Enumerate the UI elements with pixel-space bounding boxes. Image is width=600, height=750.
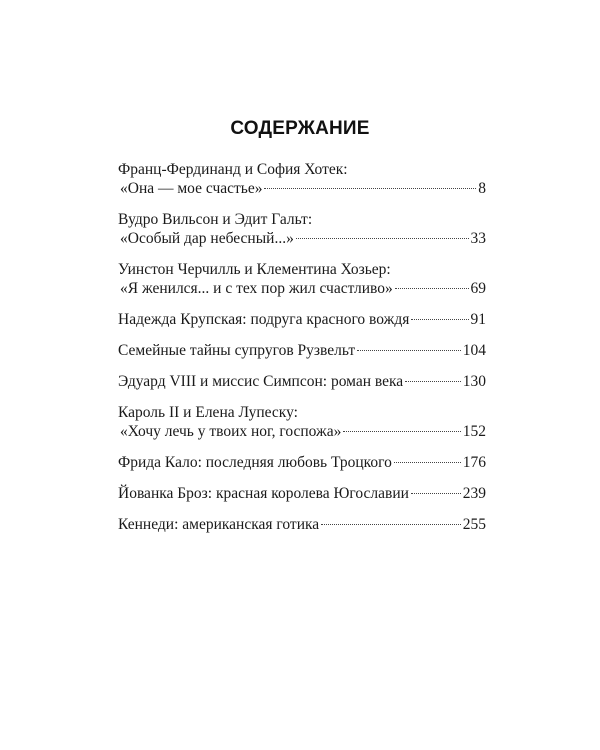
dot-leader bbox=[411, 493, 461, 494]
toc-page-number: 8 bbox=[478, 180, 486, 197]
toc-entry-title: «Я женился... и с тех пор жил счастливо» bbox=[120, 280, 393, 297]
toc-entry bbox=[118, 260, 486, 298]
toc-page-number: 33 bbox=[470, 230, 486, 247]
toc-entry-line bbox=[118, 422, 486, 441]
toc-entry bbox=[118, 210, 486, 248]
toc-page-number: 91 bbox=[470, 311, 486, 328]
toc-page-number: 152 bbox=[462, 423, 486, 440]
dot-leader bbox=[395, 288, 469, 289]
toc-entry-heading: Уинстон Черчилль и Клементина Хозьер: bbox=[118, 261, 391, 278]
toc-entry-title: Эдуард VIII и миссис Симпсон: роман века bbox=[118, 373, 404, 390]
toc-page-number: 176 bbox=[462, 454, 486, 471]
toc-entry-title: Семейные тайны супругов Рузвельт bbox=[118, 342, 356, 359]
toc-entry bbox=[118, 372, 486, 391]
toc-entry bbox=[118, 310, 486, 329]
dot-leader bbox=[394, 462, 461, 463]
toc-entry-title: Йованка Броз: красная королева Югославии bbox=[118, 485, 409, 502]
toc-entry-line bbox=[118, 453, 486, 472]
dot-leader bbox=[357, 350, 461, 351]
toc-entry-title: Фрида Кало: последняя любовь Троцкого bbox=[118, 454, 392, 471]
toc-entry-title: Кеннеди: американская готика bbox=[118, 516, 320, 533]
toc-page-number: 69 bbox=[470, 280, 486, 297]
toc-entry bbox=[118, 160, 486, 198]
toc-entry-title: «Особый дар небесный...» bbox=[120, 230, 294, 247]
toc-page-number: 104 bbox=[462, 342, 486, 359]
toc-entry-line bbox=[118, 515, 486, 534]
toc-entry bbox=[118, 403, 486, 441]
toc-entry-line bbox=[118, 279, 486, 298]
dot-leader bbox=[264, 188, 476, 189]
dot-leader bbox=[296, 238, 469, 239]
toc-entry-line bbox=[118, 179, 486, 198]
toc-entry bbox=[118, 484, 486, 503]
toc-entry-title: «Она — мое счастье» bbox=[120, 180, 263, 197]
dot-leader bbox=[405, 381, 461, 382]
toc-entry-heading: Вудро Вильсон и Эдит Гальт: bbox=[118, 211, 313, 228]
toc-entry-title: Надежда Крупская: подруга красного вождя bbox=[118, 311, 410, 328]
toc-entry-heading: Франц-Фердинанд и София Хотек: bbox=[118, 161, 348, 178]
toc-entry-line bbox=[118, 229, 486, 248]
toc-entry bbox=[118, 341, 486, 360]
dot-leader bbox=[411, 319, 468, 320]
toc-entry bbox=[118, 453, 486, 472]
toc-page-number: 130 bbox=[462, 373, 486, 390]
toc-entry-line bbox=[118, 484, 486, 503]
table-of-contents bbox=[118, 160, 486, 546]
toc-entry-title: «Хочу лечь у твоих ног, госпожа» bbox=[120, 423, 342, 440]
toc-entry-heading: Кароль II и Елена Лупеску: bbox=[118, 404, 298, 421]
toc-entry-line bbox=[118, 372, 486, 391]
dot-leader bbox=[343, 431, 460, 432]
toc-entry-line bbox=[118, 310, 486, 329]
dot-leader bbox=[321, 524, 461, 525]
page-title: СОДЕРЖАНИЕ bbox=[230, 118, 370, 139]
toc-entry-line bbox=[118, 341, 486, 360]
toc-page-number: 239 bbox=[462, 485, 486, 502]
toc-entry bbox=[118, 515, 486, 534]
toc-page-number: 255 bbox=[462, 516, 486, 533]
